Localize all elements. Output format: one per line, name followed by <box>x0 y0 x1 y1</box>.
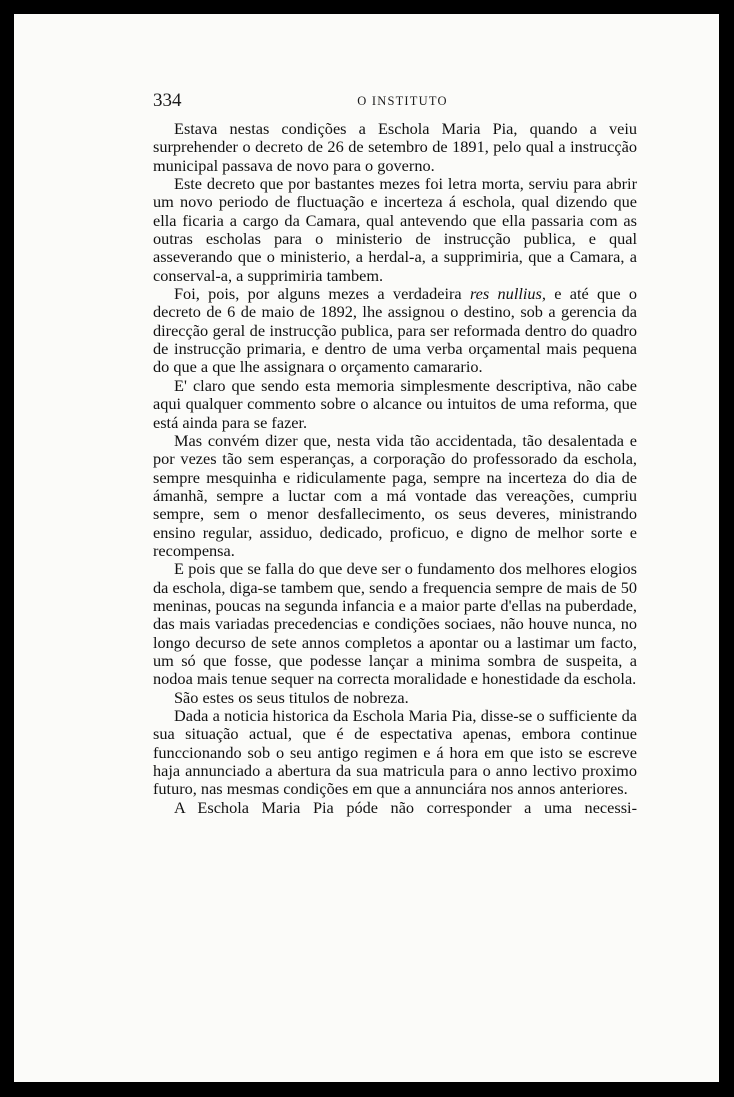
paragraph: Estava nestas condições a Eschola Maria Pia, quando a veiu surprehender o decreto de 26 de setembro de 1891, pelo qual a instrucção municipal passava de novo para o governo. <box>153 119 637 175</box>
document-page <box>14 14 719 1082</box>
paragraph: A Eschola Maria Pia póde não corresponder a uma necessi- <box>174 797 637 817</box>
paragraph-text: e até que o decreto de 6 de maio de 1892, lhe assignou o destino, sob a gerencia da direcção geral de instrucção publica, para ser reformada dentro do quadro de instrucção primaria, e dentro de uma verba orçamental mais pequena do que a que lhe assignara o orçamento camarario. <box>153 284 637 377</box>
paragraph <box>153 285 637 377</box>
paragraph: Este decreto que por bastantes mezes foi letra morta, serviu para abrir um novo periodo de fluctuação e incerteza á eschola, qual dizendo que ella ficaria a cargo da Camara, qual antevendo que ella passaria com as outras escholas para o ministerio de instrucção publica, e qual asseverando que o ministerio, a herdal-a, a supprimiria, que a Camara, a conserval-a, a supprimiria tambem. <box>153 174 637 285</box>
paragraph: Dada a noticia historica da Eschola Maria Pia, disse-se o sufficiente da sua situação actual, que é de espectativa apenas, embora continue funccionando sob o seu antigo regimen e á hora em que isto se escreve haja annunciado a abertura da sua matricula para o anno lectivo proximo futuro, nas mesmas condições em que a annunciára nos annos anteriores. <box>153 706 637 799</box>
page-number: 334 <box>153 90 182 111</box>
body-text <box>153 120 637 817</box>
paragraph: E pois que se falla do que deve ser o fundamento dos melhores elogios da eschola, diga-se tambem que, sendo a frequencia sempre de mais de 50 meninas, poucas na segunda infancia e a maior parte d'ellas na puberdade, das mais variadas precedencias e condições sociaes, não houve nunca, no longo decurso de sete annos completos a apontar ou a lastimar um facto, um só que fosse, que podesse lançar a minima sombra de suspeita, a nodoa mais tenue sequer na correcta moralidade e honestidade da eschola. <box>153 559 637 689</box>
page-header <box>153 90 640 114</box>
paragraph: São estes os seus titulos de nobreza. <box>174 687 409 707</box>
paragraph: Mas convém dizer que, nesta vida tão accidentada, tão desalentada e por vezes tão sem esperanças, a corporação do professorado da eschola, sempre mesquinha e ridiculamente paga, sempre na incerteza do dia de ámanhã, sempre a luctar com a má vontade das vereações, cumpriu sempre, sem o menor desfallecimento, os seus deveres, ministrando ensino regular, assiduo, dedicado, proficuo, e digno de melhor sorte e recompensa. <box>153 430 637 560</box>
paragraph-text: Foi, pois, por alguns mezes a verdadeira <box>174 284 470 304</box>
italic-phrase: res nullius, <box>469 284 546 304</box>
paragraph: E' claro que sendo esta memoria simplesmente descriptiva, não cabe aqui qualquer commento sobre o alcance ou intuitos de uma reforma, que está ainda para se fazer. <box>153 375 637 432</box>
running-title: O INSTITUTO <box>357 94 448 108</box>
